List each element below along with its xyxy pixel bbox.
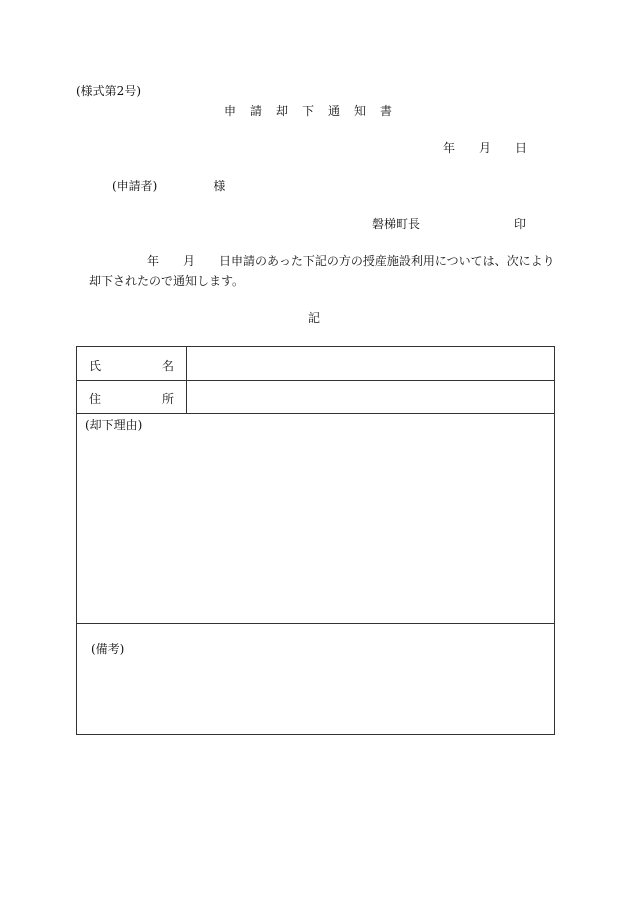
name-label-b: 名 (162, 359, 175, 373)
form-number: (様式第2号) (76, 84, 141, 98)
body-line-2: 却下されたので通知します。 (89, 274, 245, 288)
address-label-a: 住 (89, 392, 102, 406)
name-label-cell (77, 347, 187, 380)
address-label-b: 所 (162, 392, 175, 406)
date-month: 月 (479, 141, 492, 155)
reason-label: (却下理由) (85, 418, 143, 432)
date-line (443, 142, 527, 154)
document-title: 申 請 却 下 通 知 書 (224, 104, 394, 118)
applicant-line (112, 180, 225, 192)
address-row (77, 380, 554, 414)
remarks-label: (備考) (91, 642, 125, 656)
name-label-a: 氏 (89, 359, 102, 373)
body-line-1: 年 月 日申請のあった下記の方の授産施設利用については、次により (147, 254, 555, 268)
seal-mark: 印 (514, 217, 527, 231)
name-value-cell[interactable] (187, 347, 554, 380)
sender-name: 磐梯町長 (372, 217, 421, 231)
address-label-cell (77, 380, 187, 413)
remarks-section[interactable] (77, 623, 554, 734)
address-value-cell[interactable] (187, 380, 554, 413)
applicant-honorific: 様 (213, 179, 226, 193)
applicant-label: (申請者) (112, 179, 158, 193)
details-table (76, 346, 555, 735)
date-year: 年 (443, 141, 456, 155)
ki-heading: 記 (308, 311, 321, 325)
reason-section[interactable] (77, 413, 554, 624)
date-day: 日 (515, 141, 528, 155)
name-row (77, 347, 554, 381)
